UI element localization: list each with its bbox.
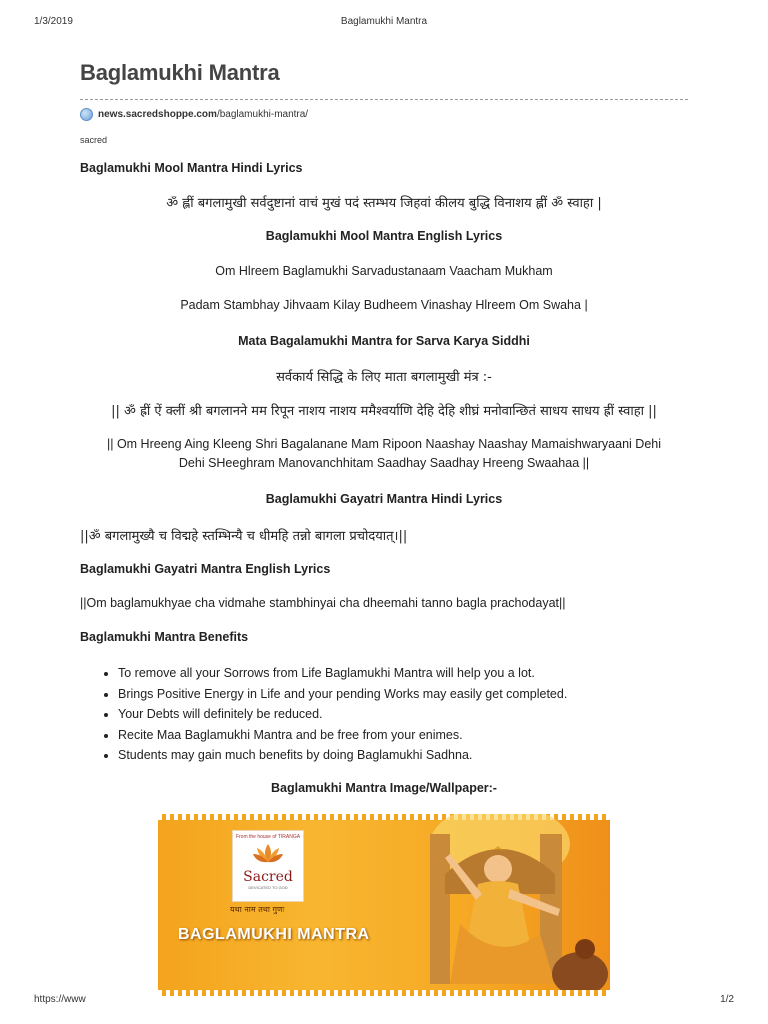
benefits-list-block	[80, 663, 688, 766]
logo-small-text: From the house of TIRANGA	[235, 834, 301, 840]
sarva-heading-block	[80, 334, 688, 348]
print-footer	[0, 994, 768, 1010]
gayatri-hindi-text: ||ॐ बगलामुख्यै च विद्महे स्तम्भिन्यै च धीमहि तन्नो बागला प्रचोदयात्।||	[80, 529, 408, 544]
source-domain[interactable]: news.sacredshoppe.com	[98, 109, 217, 120]
list-item: • Students may gain much benefits by doing Baglamukhi Sadhna.	[118, 745, 688, 766]
sarva-english-line2: Dehi SHeeghram Manovanchhitam Saadhay Saadhay Hreeng Swaahaa ||	[178, 456, 590, 470]
section-heading: Baglamukhi Gayatri Mantra Hindi Lyrics	[265, 492, 503, 506]
gayatri-english-text-block	[80, 596, 688, 610]
goddess-illustration	[390, 814, 610, 996]
section-heading: Baglamukhi Gayatri Mantra English Lyrics	[80, 562, 331, 576]
gayatri-hindi-text-block	[80, 526, 688, 544]
sarva-hindi-text: || ॐ ह्रीं ऐं क्लीं श्री बगलानने मम रिपून नाशय नाशय ममैश्वर्याणि देहि देहि शीघ्रं मनोवान्छितं साधय साधय ह्रीं स्वाहा ||	[111, 404, 657, 419]
logo-brand: Sacred	[243, 869, 293, 885]
banner-title: BAGLAMUKHI MANTRA	[178, 926, 370, 943]
mool-hindi-text: ॐ ह्लीं बगलामुखी सर्वदुष्टानां वाचं मुखं पदं स्तम्भय जिहवां कीलय बुद्धि विनाशय ह्लीं ॐ स्वाहा |	[166, 196, 602, 211]
mool-hindi-section	[80, 161, 688, 175]
mool-english-line1-block	[80, 264, 688, 278]
globe-icon	[80, 108, 93, 121]
print-header	[0, 16, 768, 32]
logo-motto: DEVICATED TO GOD	[248, 885, 288, 890]
list-item: • To remove all your Sorrows from Life Baglamukhi Mantra will help you a lot.	[118, 663, 688, 684]
mool-hindi-text-block	[80, 193, 688, 211]
list-item: • Recite Maa Baglamukhi Mantra and be free from your enimes.	[118, 725, 688, 746]
print-date: 1/3/2019	[34, 16, 73, 27]
article-header	[80, 60, 688, 145]
source-link[interactable]	[80, 108, 688, 121]
sarva-english-block	[80, 437, 688, 470]
gayatri-hindi-heading-block	[80, 492, 688, 506]
benefits-heading-block	[80, 630, 688, 644]
gayatri-english-heading-block	[80, 562, 688, 576]
section-heading: Mata Bagalamukhi Mantra for Sarva Karya Siddhi	[238, 334, 530, 348]
mool-english-line2: Padam Stambhay Jihvaam Kilay Budheem Vinashay Hlreem Om Swaha |	[180, 298, 588, 312]
mool-english-line2-block	[80, 298, 688, 312]
footer-url: https://www	[34, 994, 86, 1005]
banner-subline: यथा नाम तथा गुणः	[230, 905, 285, 914]
list-item: • Your Debts will definitely be reduced.	[118, 704, 688, 725]
section-heading: Baglamukhi Mool Mantra Hindi Lyrics	[80, 161, 303, 175]
section-heading: Baglamukhi Mantra Image/Wallpaper:-	[271, 781, 497, 795]
sarva-hindi-text-block	[80, 401, 688, 419]
mool-english-line1: Om Hlreem Baglamukhi Sarvadustanaam Vaacham Mukham	[215, 264, 553, 278]
article-title: Baglamukhi Mantra	[80, 60, 280, 85]
page-number: 1/2	[720, 994, 734, 1005]
sacred-logo	[232, 830, 304, 902]
section-heading: Baglamukhi Mool Mantra English Lyrics	[265, 229, 503, 243]
lotus-icon	[253, 842, 283, 864]
image-heading-block	[80, 781, 688, 795]
dashed-divider	[80, 99, 688, 100]
benefits-list	[80, 663, 688, 766]
gayatri-english-text: ||Om baglamukhyae cha vidmahe stambhinyai cha dheemahi tanno bagla prachodayat||	[80, 596, 566, 610]
source-path[interactable]: /baglamukhi-mantra/	[216, 109, 309, 120]
article-tag: sacred	[80, 135, 108, 145]
mool-english-heading-block	[80, 229, 688, 243]
sarva-hindi-sub: सर्वकार्य सिद्धि के लिए माता बगलामुखी मंत्र :-	[276, 370, 492, 385]
sarva-english-line1: || Om Hreeng Aing Kleeng Shri Bagalanane Mam Ripoon Naashay Naashay Mamaishwaryaani Dehi	[106, 437, 661, 451]
section-heading: Baglamukhi Mantra Benefits	[80, 630, 249, 644]
print-title: Baglamukhi Mantra	[340, 16, 428, 27]
baglamukhi-wallpaper-image	[158, 814, 610, 996]
list-item: • Brings Positive Energy in Life and your pending Works may easily get completed.	[118, 684, 688, 705]
sarva-hindi-sub-block	[80, 367, 688, 385]
